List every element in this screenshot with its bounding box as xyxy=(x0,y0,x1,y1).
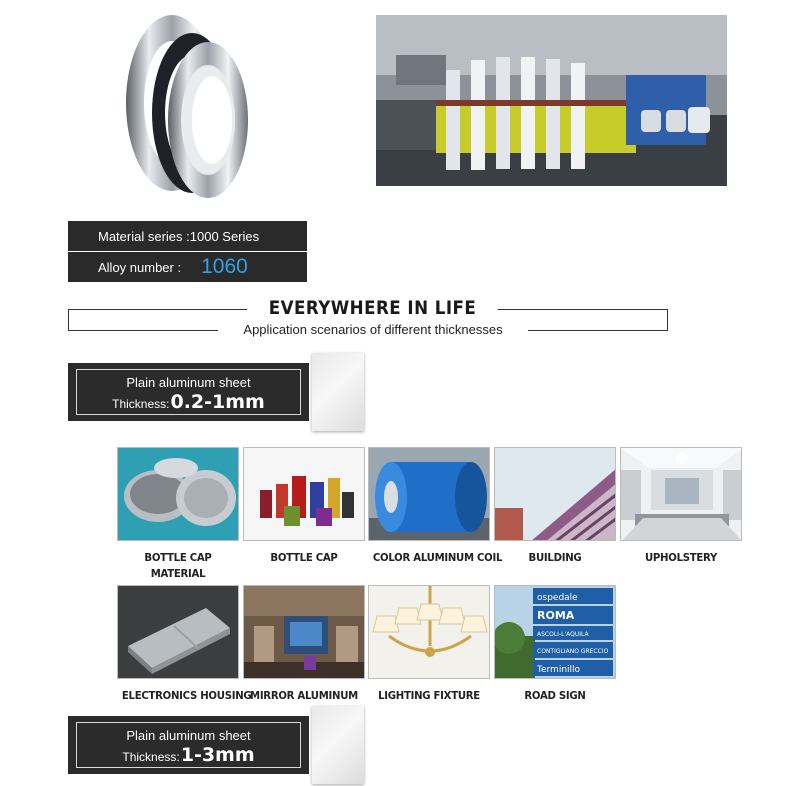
thickness-badge-1 xyxy=(68,363,309,421)
bottle-cap-material-photo xyxy=(117,447,239,541)
aluminum-coil-photo xyxy=(100,8,280,208)
section-subtitle: Application scenarios of different thicknesses xyxy=(218,322,528,337)
thickness-value: 1-3mm xyxy=(180,744,255,766)
app-bottle-cap xyxy=(243,447,365,566)
color-coil-photo xyxy=(368,447,490,541)
app-label: ROAD SIGN xyxy=(524,689,586,702)
app-mirror-aluminum xyxy=(243,585,365,704)
road-sign-line-5: Terminillo xyxy=(537,665,581,675)
slitting-machine-photo xyxy=(376,15,727,186)
app-label: BOTTLE CAP MATERIAL xyxy=(144,551,212,580)
aluminum-sheet-swatch xyxy=(312,353,364,431)
road-sign-line-1: ospedale xyxy=(537,593,578,603)
app-electronics-housing xyxy=(117,585,252,704)
badge-product-name: Plain aluminum sheet xyxy=(126,375,251,390)
aluminum-sheet-swatch xyxy=(312,706,364,784)
lighting-fixture-photo xyxy=(368,585,490,679)
road-sign-line-3: ASCOLI-L'AQUILA xyxy=(537,631,589,638)
upholstery-photo xyxy=(620,447,742,541)
app-bottle-cap-material xyxy=(117,447,239,582)
alloy-label: Alloy number : xyxy=(98,259,182,275)
thickness-label: Thickness: xyxy=(112,397,170,411)
app-label: BOTTLE CAP xyxy=(270,551,338,564)
app-label: LIGHTING FIXTURE xyxy=(378,689,480,702)
app-road-sign xyxy=(494,585,616,704)
app-label: BUILDING xyxy=(528,551,582,564)
material-series-text: Material series :1000 Series xyxy=(98,228,260,244)
electronics-housing-photo xyxy=(117,585,239,679)
app-lighting-fixture xyxy=(368,585,490,704)
app-upholstery xyxy=(620,447,742,566)
section-title: EVERYWHERE IN LIFE xyxy=(247,297,498,319)
thickness-badge-2 xyxy=(68,716,309,774)
app-label: UPHOLSTERY xyxy=(644,551,718,564)
road-sign-line-2: ROMA xyxy=(537,609,575,622)
road-sign-photo xyxy=(494,585,616,679)
badge-product-name: Plain aluminum sheet xyxy=(126,728,251,743)
app-label: COLOR ALUMINUM COIL xyxy=(372,551,503,564)
material-series-bar xyxy=(68,221,307,251)
app-color-aluminum-coil xyxy=(368,447,503,566)
thickness-value: 0.2-1mm xyxy=(170,391,265,413)
thickness-label: Thickness: xyxy=(122,750,180,764)
alloy-number-bar xyxy=(68,252,307,282)
app-label: MIRROR ALUMINUM xyxy=(250,689,358,702)
bottle-cap-photo xyxy=(243,447,365,541)
app-label: ELECTRONICS HOUSING xyxy=(121,689,252,702)
app-building xyxy=(494,447,616,566)
road-sign-line-4: CONTIGLIANO GRECCIO xyxy=(537,648,609,655)
building-photo xyxy=(494,447,616,541)
mirror-aluminum-photo xyxy=(243,585,365,679)
alloy-value: 1060 xyxy=(201,255,248,278)
